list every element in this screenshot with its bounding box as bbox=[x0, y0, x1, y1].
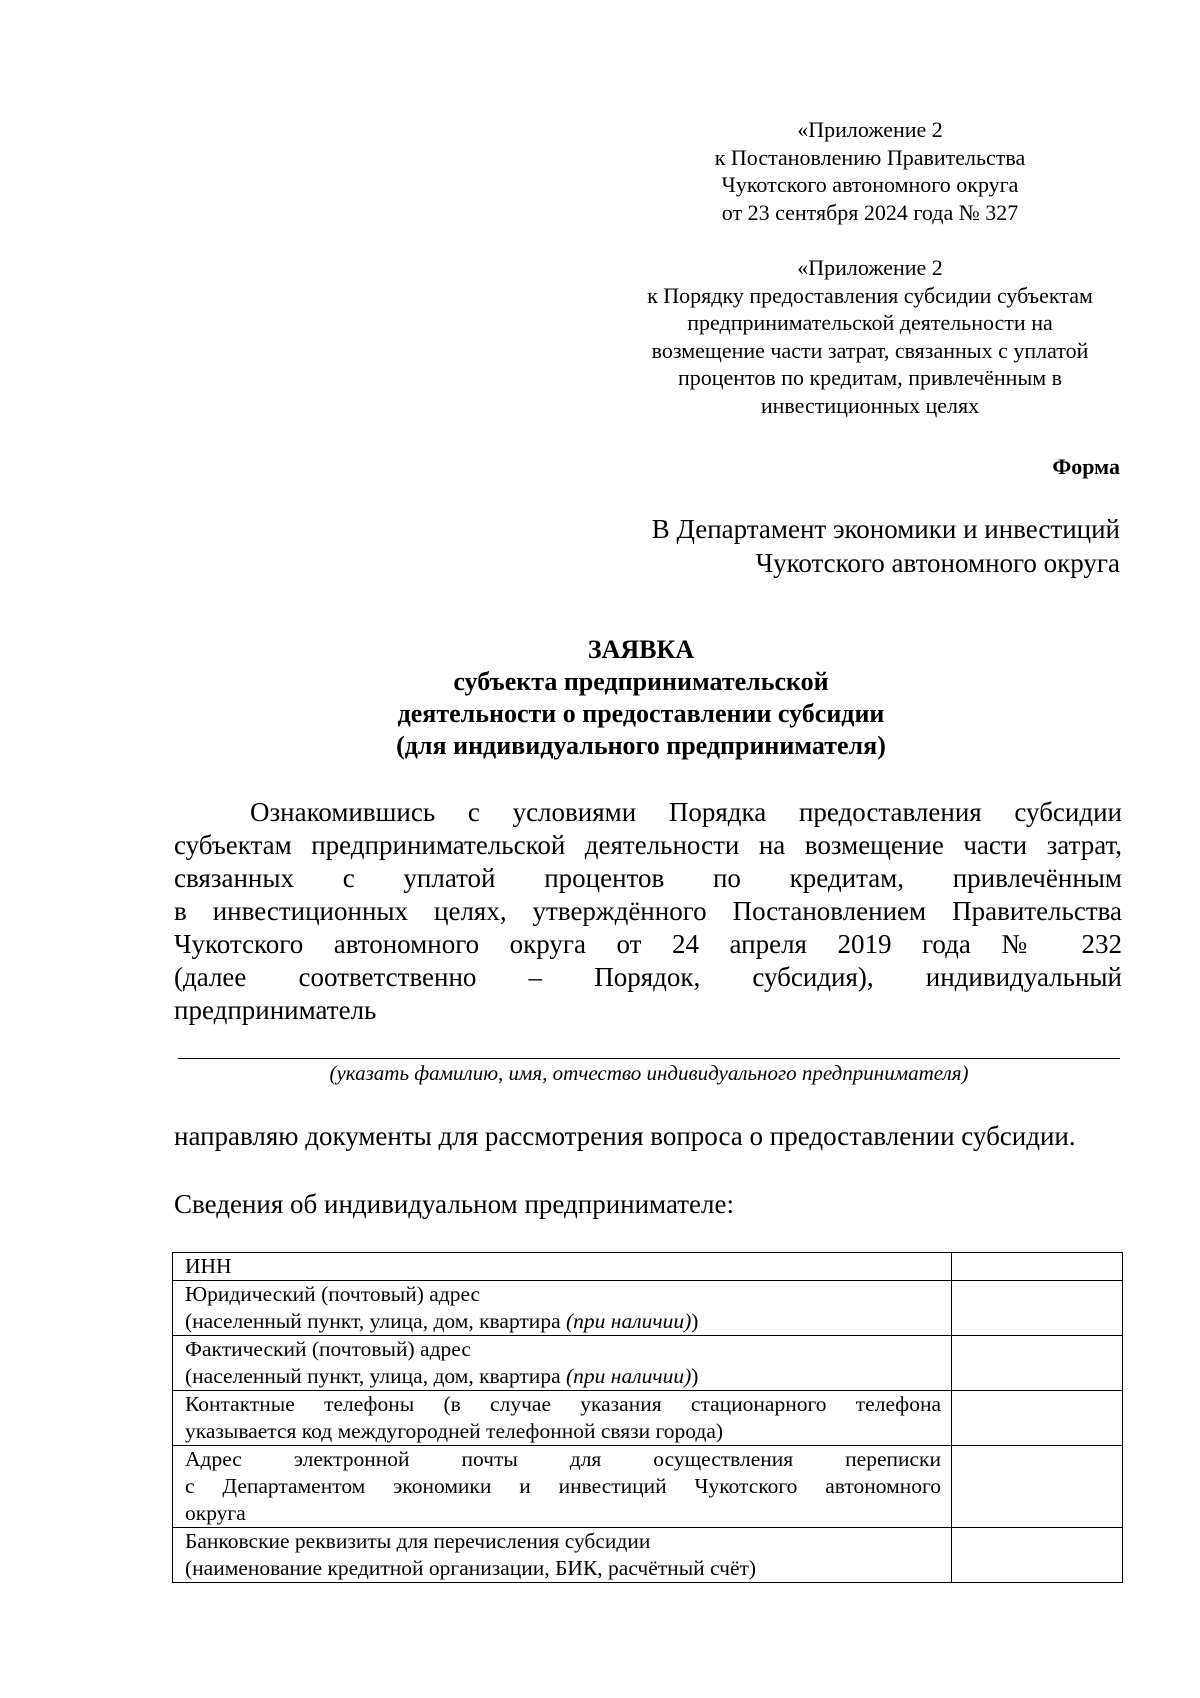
annex-line: Чукотского автономного округа bbox=[721, 172, 1019, 197]
table-row-value[interactable] bbox=[952, 1446, 1123, 1528]
table-row-value[interactable] bbox=[952, 1281, 1123, 1336]
intro-line: субъектам предпринимательской деятельности на возмещение части затрат, bbox=[174, 830, 1122, 860]
form-label: Форма bbox=[1052, 454, 1120, 479]
fio-fill-line[interactable] bbox=[178, 1058, 1120, 1059]
intro-line: в инвестиционных целях, утверждённого Постановлением Правительства bbox=[174, 896, 1122, 926]
title-line: деятельности о предоставлении субсидии bbox=[397, 699, 885, 728]
title-line: ЗАЯВКА bbox=[587, 635, 695, 664]
intro-line: Ознакомившись с условиями Порядка предоставления субсидии bbox=[250, 797, 1122, 827]
table-row-value[interactable] bbox=[952, 1528, 1123, 1583]
annex-line: «Приложение 2 bbox=[797, 255, 943, 280]
table-row-label: Банковские реквизиты для перечисления субсидии (наименование кредитной организации, БИК, расчётный счёт) bbox=[173, 1528, 952, 1583]
fio-hint: (указать фамилию, имя, отчество индивидуального предпринимателя) bbox=[329, 1061, 969, 1085]
intro-line: связанных с уплатой процентов по кредитам, привлечённым bbox=[174, 863, 1122, 893]
table-row-value[interactable] bbox=[952, 1253, 1123, 1281]
annex-line: от 23 сентября 2024 года № 327 bbox=[721, 199, 1019, 225]
intro-paragraph bbox=[174, 796, 1122, 1027]
annex-line: «Приложение 2 bbox=[797, 117, 943, 142]
addressee-line: Чукотского автономного округа bbox=[755, 548, 1120, 578]
info-section-title: Сведения об индивидуальном предпринимателе: bbox=[174, 1189, 734, 1219]
addressee-line: В Департамент экономики и инвестиций bbox=[651, 514, 1120, 544]
table-row bbox=[173, 1446, 1123, 1528]
table-row-value[interactable] bbox=[952, 1336, 1123, 1391]
send-statement: направляю документы для рассмотрения вопроса о предоставлении субсидии. bbox=[174, 1121, 1076, 1151]
table-row bbox=[173, 1528, 1123, 1583]
intro-line: (далее соответственно – Порядок, субсидия), индивидуальный bbox=[174, 962, 1122, 992]
table-row-value[interactable] bbox=[952, 1391, 1123, 1446]
table-row-label: Адрес электронной почты для осуществления переписки с Департаментом экономики и инвестиций Чукотского автономного округа bbox=[173, 1446, 952, 1528]
annex-line: возмещение части затрат, связанных с уплатой bbox=[651, 337, 1089, 363]
intro-line: предприниматель bbox=[174, 995, 377, 1025]
table-row-label: Контактные телефоны (в случае указания стационарного телефона указывается код междугородней телефонной связи города) bbox=[173, 1391, 952, 1446]
annex-line: к Постановлению Правительства bbox=[714, 144, 1026, 170]
table-row-label: ИНН bbox=[173, 1253, 952, 1281]
table-row bbox=[173, 1281, 1123, 1336]
annex-line: к Порядку предоставления субсидии субъектам bbox=[647, 282, 1093, 308]
intro-line: Чукотского автономного округа от 24 апреля 2019 года № 232 bbox=[174, 929, 1122, 959]
annex-header-resolution bbox=[620, 116, 1120, 226]
document-title bbox=[160, 634, 1122, 762]
entrepreneur-info-table bbox=[172, 1252, 1123, 1583]
table-row bbox=[173, 1253, 1123, 1281]
table-row bbox=[173, 1391, 1123, 1446]
table-row-label: Фактический (почтовый) адрес (населенный пункт, улица, дом, квартира (при наличии)) bbox=[173, 1336, 952, 1391]
annex-header-procedure bbox=[600, 254, 1140, 419]
title-line: (для индивидуального предпринимателя) bbox=[396, 731, 886, 760]
annex-line: инвестиционных целях bbox=[760, 392, 980, 418]
annex-line: предпринимательской деятельности на bbox=[687, 310, 1053, 335]
table-row bbox=[173, 1336, 1123, 1391]
annex-line: процентов по кредитам, привлечённым в bbox=[677, 365, 1063, 390]
title-line: субъекта предпринимательской bbox=[453, 667, 829, 696]
table-row-label: Юридический (почтовый) адрес (населенный пункт, улица, дом, квартира (при наличии)) bbox=[173, 1281, 952, 1336]
addressee-block bbox=[652, 512, 1120, 580]
